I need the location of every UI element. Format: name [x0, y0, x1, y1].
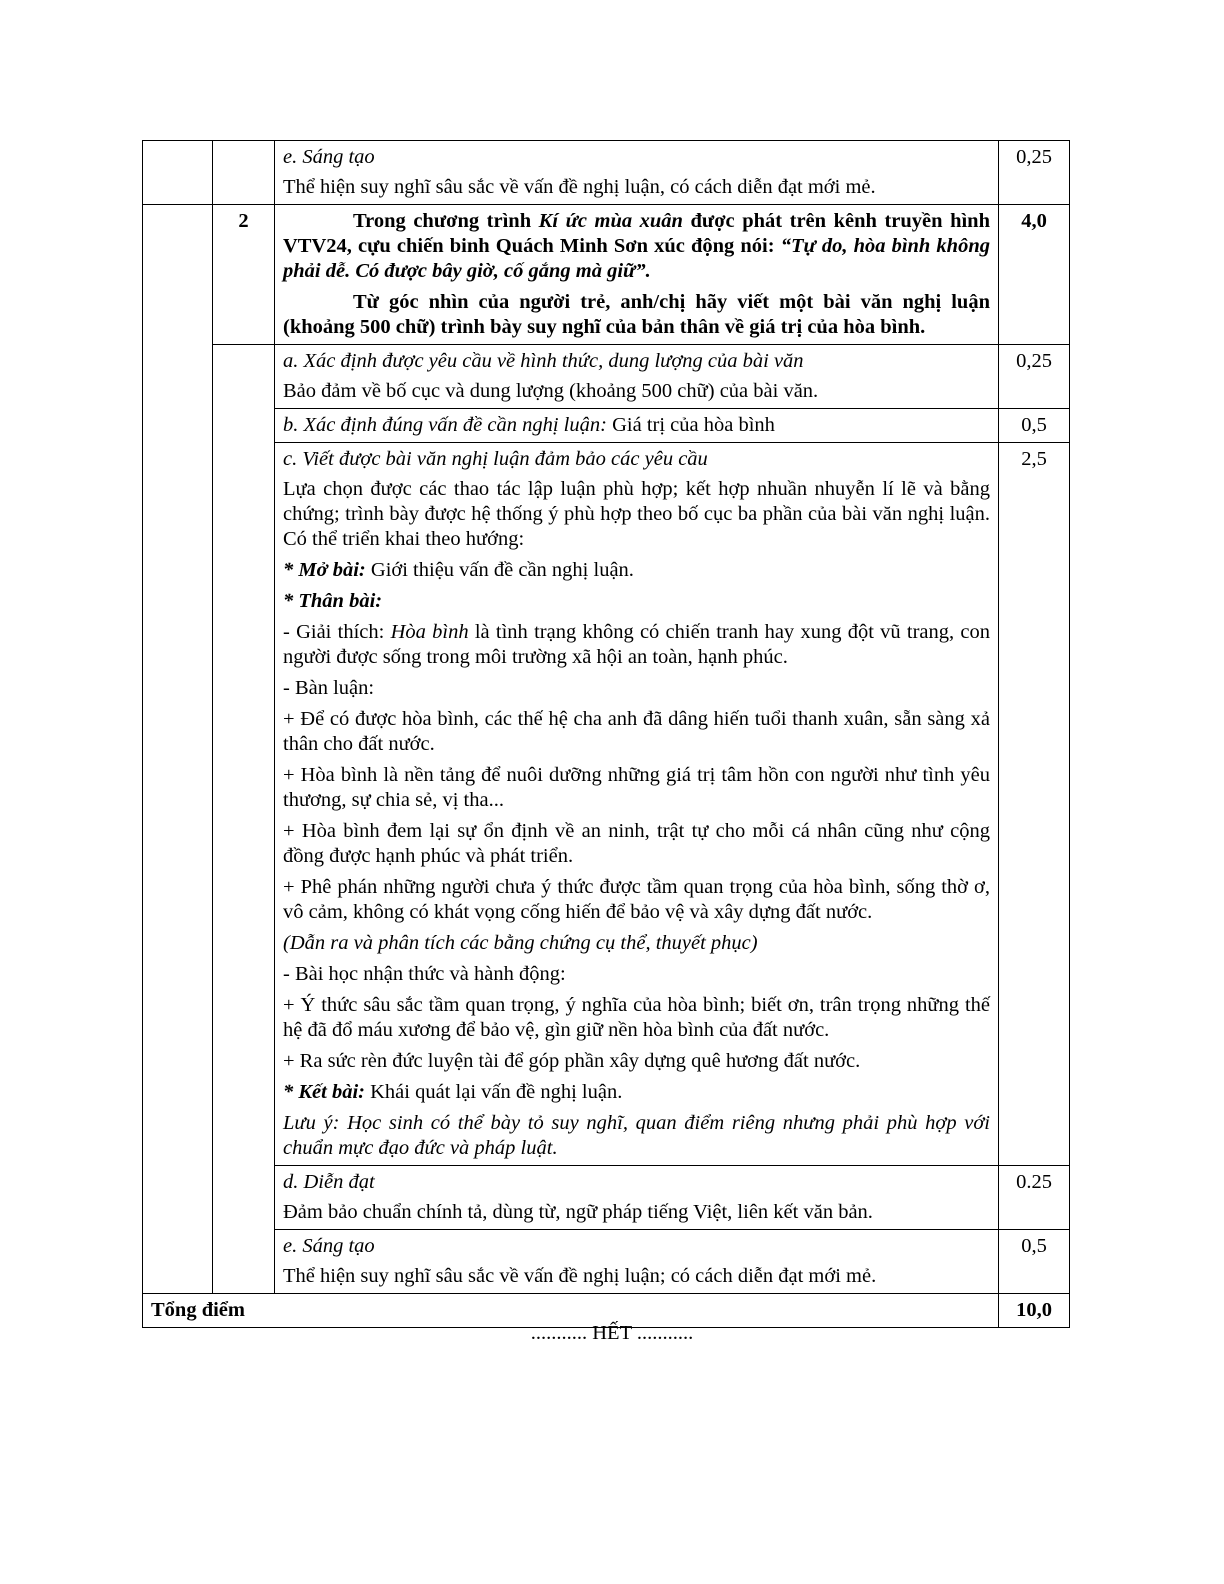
mo-bai-label: * Mở bài: — [283, 559, 366, 581]
question-cell — [213, 141, 275, 205]
row-criterion-b — [143, 409, 1070, 443]
row-criterion-c — [143, 443, 1070, 1166]
criterion-title: a. Xác định được yêu cầu về hình thức, dung lượng của bài văn — [283, 350, 804, 372]
score-cell: 2,5 — [999, 443, 1070, 1166]
total-score: 10,0 — [999, 1294, 1070, 1328]
ban-luan-item: + Hòa bình đem lại sự ổn định về an ninh, trật tự cho mỗi cá nhân cũng như cộng đồng được hạnh phúc và phát triển. — [283, 820, 990, 867]
criterion-text: Bảo đảm về bố cục và dung lượng (khoảng 500 chữ) của bài văn. — [283, 380, 819, 402]
note: Lưu ý: Học sinh có thể bày tỏ suy nghĩ, quan điểm riêng nhưng phải phù hợp với chuẩn mực đạo đức và pháp luật. — [283, 1112, 990, 1159]
criterion-line — [283, 413, 990, 438]
ban-luan-item: + Hòa bình là nền tảng để nuôi dưỡng những giá trị tâm hồn con người như tình yêu thương, sự chia sẻ, vị tha... — [283, 764, 990, 811]
bai-hoc-item: + Ra sức rèn đức luyện tài để góp phần xây dựng quê hương đất nước. — [283, 1050, 861, 1072]
program-name: Kí ức mùa xuân — [538, 210, 683, 232]
criterion-cell — [275, 409, 999, 443]
prompt-text: được phát trên kênh truyền hình VTV24, cựu chiến binh Quách Minh Sơn xúc động nói: — [283, 210, 990, 257]
score-cell: 0,5 — [999, 1230, 1070, 1294]
ban-luan-item: + Để có được hòa bình, các thế hệ cha anh đã dâng hiến tuổi thanh xuân, sẵn sàng xả thân cho đất nước. — [283, 708, 990, 755]
criterion-title: e. Sáng tạo — [283, 1235, 375, 1257]
criterion-title: b. Xác định đúng vấn đề cần nghị luận: — [283, 414, 607, 436]
criterion-text: Thể hiện suy nghĩ sâu sắc về vấn đề nghị luận; có cách diễn đạt mới mẻ. — [283, 1265, 877, 1287]
giai-thich — [283, 620, 990, 670]
criterion-text: Đảm bảo chuẩn chính tả, dùng từ, ngữ pháp tiếng Việt, liên kết văn bản. — [283, 1201, 873, 1223]
score-cell: 0.25 — [999, 1166, 1070, 1230]
prompt-paragraph-2: Từ góc nhìn của người trẻ, anh/chị hãy viết một bài văn nghị luận (khoảng 500 chữ) trình bày suy nghĩ của bản thân về giá trị của hòa bình. — [283, 291, 990, 338]
criterion-text: Giá trị của hòa bình — [606, 414, 775, 436]
ban-luan-item: + Phê phán những người chưa ý thức được tầm quan trọng của hòa bình, sống thờ ơ, vô cảm, không có khát vọng cống hiến để bảo vệ và xây dựng đất nước. — [283, 876, 990, 923]
total-label: Tổng điểm — [143, 1294, 999, 1328]
question-number: 2 — [213, 205, 275, 345]
row-criterion-e — [143, 1230, 1070, 1294]
mo-bai-text: Giới thiệu vấn đề cần nghị luận. — [365, 559, 634, 581]
question-score: 4,0 — [999, 205, 1070, 345]
than-bai-label: * Thân bài: — [283, 590, 383, 612]
row-criterion-d — [143, 1166, 1070, 1230]
prompt-paragraph-1 — [283, 209, 990, 284]
part-cell — [143, 141, 213, 205]
ket-bai-text: Khái quát lại vấn đề nghị luận. — [365, 1081, 623, 1103]
criterion-cell — [275, 141, 999, 205]
criterion-title: d. Diễn đạt — [283, 1171, 375, 1193]
criterion-text: Thể hiện suy nghĩ sâu sắc về vấn đề nghị luận, có cách diễn đạt mới mẻ. — [283, 176, 876, 198]
criterion-cell — [275, 443, 999, 1166]
criterion-cell — [275, 1166, 999, 1230]
row-creativity-q1 — [143, 141, 1070, 205]
ket-bai — [283, 1080, 990, 1105]
row-question-2 — [143, 205, 1070, 345]
giai-thich-label: - Giải thích: — [283, 621, 391, 643]
criterion-cell — [275, 345, 999, 409]
giai-thich-text: là tình trạng không có chiến tranh hay xung đột vũ trang, con người được sống trong môi trường xã hội an toàn, hạnh phúc. — [283, 621, 991, 668]
criterion-title: e. Sáng tạo — [283, 146, 375, 168]
row-criterion-a — [143, 345, 1070, 409]
score-cell: 0,5 — [999, 409, 1070, 443]
prompt-text: Trong chương trình — [353, 210, 539, 232]
criterion-cell — [275, 1230, 999, 1294]
criterion-intro: Lựa chọn được các thao tác lập luận phù hợp; kết hợp nhuần nhuyễn lí lẽ và bằng chứng; trình bày được hệ thống ý phù hợp theo bố cục ba phần của bài văn nghị luận. Có thể triển khai theo hướng: — [283, 478, 990, 550]
criterion-title: c. Viết được bài văn nghị luận đảm bảo các yêu cầu — [283, 448, 708, 470]
score-cell: 0,25 — [999, 141, 1070, 205]
score-cell: 0,25 — [999, 345, 1070, 409]
evidence-note: (Dẫn ra và phân tích các bằng chứng cụ thể, thuyết phục) — [283, 932, 758, 954]
veteran-quote: “Tự do, hòa bình không phải dễ. Có được bây giờ, cố gắng mà giữ”. — [283, 235, 990, 282]
question-cell — [213, 345, 275, 1294]
end-marker: ........... HẾT ........... — [530, 1322, 694, 1344]
bai-hoc-label: - Bài học nhận thức và hành động: — [283, 963, 566, 985]
ket-bai-label: * Kết bài: — [283, 1081, 365, 1103]
giai-thich-term: Hòa bình — [390, 621, 469, 643]
grading-table — [142, 140, 1070, 1328]
mo-bai — [283, 558, 990, 583]
ban-luan-label: - Bàn luận: — [283, 677, 375, 699]
part-cell — [143, 205, 213, 1294]
question-prompt — [275, 205, 999, 345]
bai-hoc-item: + Ý thức sâu sắc tầm quan trọng, ý nghĩa của hòa bình; biết ơn, trân trọng những thế hệ đã đổ máu xương để bảo vệ, gìn giữ nền hòa bình của đất nước. — [283, 994, 990, 1041]
